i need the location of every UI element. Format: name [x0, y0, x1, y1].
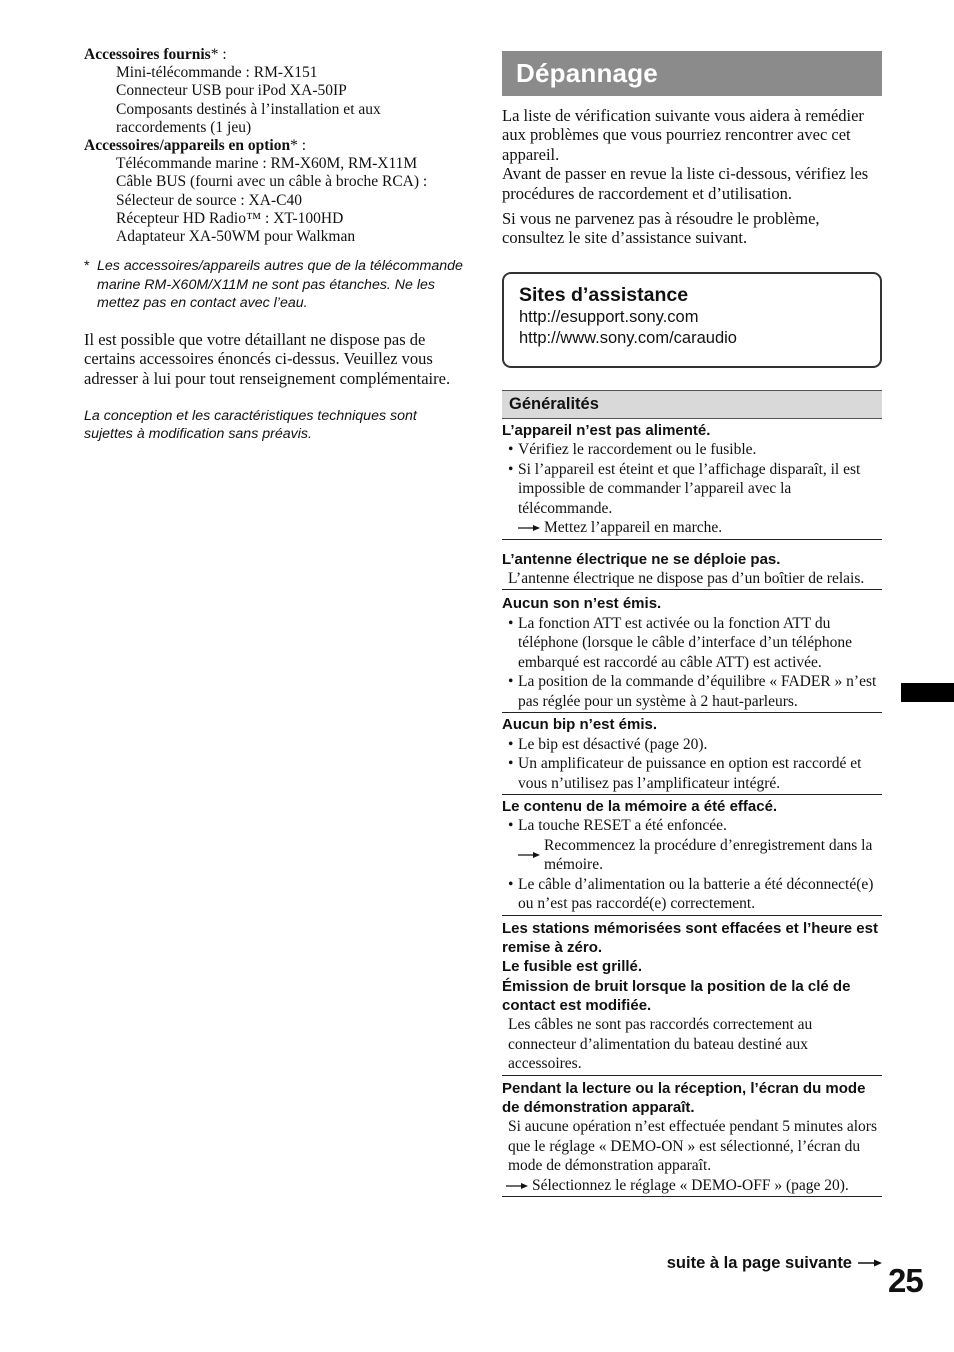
- bullet-dot: •: [508, 735, 514, 753]
- bullet-text: Le bip est désactivé (page 20).: [518, 735, 708, 753]
- continued-indicator: [667, 1254, 882, 1273]
- intro-sentence: La liste de vérification suivante vous aidera à remédier aux problèmes que vous pourriez rencontrer avec cet appareil.: [502, 106, 864, 164]
- problem-title: Les stations mémorisées sont effacées et l’heure est remise à zéro.: [502, 919, 878, 957]
- problem-body: [502, 816, 882, 914]
- support-sites-title: Sites d’assistance: [519, 283, 689, 306]
- problem-demo-mode: [502, 1076, 882, 1198]
- section-heading-general: Généralités: [502, 390, 882, 419]
- supplied-item: Connecteur USB pour iPod XA-50IP: [116, 82, 347, 100]
- bullet-text: La touche RESET a été enfoncée.: [518, 817, 727, 835]
- supplied-item: raccordements (1 jeu): [116, 118, 252, 136]
- list-item: [502, 754, 882, 793]
- optional-accessories-heading: [84, 137, 464, 155]
- remedy-text: Mettez l’appareil en marche.: [544, 519, 723, 537]
- supplied-item: Mini-télécommande : RM-X151: [116, 64, 318, 82]
- bullet-text: Vérifiez le raccordement ou le fusible.: [518, 441, 757, 459]
- section-title-bar: [502, 51, 882, 96]
- remedy-text: Sélectionnez le réglage « DEMO-OFF » (page 20).: [532, 1176, 849, 1194]
- problem-text: Si aucune opération n’est effectuée pendant 5 minutes alors que le réglage « DEMO-ON » est sélectionné, l’écran du mode de démonstration apparaît.: [508, 1118, 878, 1175]
- problem-memory-erased: [502, 795, 882, 916]
- intro-paragraph: Si vous ne parvenez pas à résoudre le problème, consultez le site d’assistance suivant.: [502, 209, 820, 248]
- footnote-text: Les accessoires/appareils autres que de la télécommande marine RM-X60M/X11M ne sont pas étanches. Ne les mettez pas en contact avec l’eau.: [97, 258, 463, 312]
- bullet-text: La fonction ATT est activée ou la fonction ATT du téléphone (lorsque le câble d’interface d’un téléphone embarqué est raccordé au câble ATT) est activée.: [518, 614, 852, 671]
- intro-text: [502, 106, 882, 248]
- problem-no-sound: [502, 590, 882, 713]
- problem-no-power: [502, 419, 882, 540]
- bullet-dot: •: [508, 673, 514, 691]
- problem-body: [502, 1117, 882, 1195]
- supplied-item: Composants destinés à l’installation et aux: [116, 100, 381, 118]
- supplied-heading-mark: * :: [210, 46, 227, 63]
- problem-title: L’antenne électrique ne se déploie pas.: [502, 550, 781, 568]
- page-title: Dépannage: [516, 58, 658, 88]
- retailer-note: Il est possible que votre détaillant ne dispose pas de certains accessoires énoncés ci-dessus. Veuillez vous adresser à lui pour tout renseignement complémentaire.: [84, 329, 451, 388]
- bullet-text: Si l’appareil est éteint et que l’affichage disparaît, il est impossible de commander l’appareil avec la télécommande.: [518, 460, 861, 517]
- supplied-accessories-heading: [84, 46, 464, 64]
- arrow-right-icon: [518, 836, 544, 875]
- bullet-dot: •: [508, 755, 514, 773]
- problem-title: L’appareil n’est pas alimenté.: [502, 421, 711, 439]
- footnote: [84, 257, 464, 313]
- bullet-text: Un amplificateur de puissance en option est raccordé et vous n’utilisez pas l’amplificateur intégré.: [518, 755, 862, 792]
- problem-title: Le contenu de la mémoire a été effacé.: [502, 798, 778, 816]
- bullet-text: La position de la commande d’équilibre « FADER » n’est pas réglée pour un système à 2 haut-parleurs.: [518, 673, 877, 710]
- problem-body: [502, 735, 882, 794]
- list-item: [502, 440, 882, 460]
- page-number: 25: [888, 1262, 923, 1299]
- bullet-dot: •: [508, 614, 514, 632]
- optional-item: Sélecteur de source : XA-C40: [116, 191, 302, 209]
- intro-paragraph: [502, 106, 882, 203]
- support-url-caraudio[interactable]: http://www.sony.com/caraudio: [519, 329, 737, 348]
- problem-body: L’antenne électrique ne dispose pas d’un boîtier de relais.: [508, 569, 865, 587]
- list-item: [502, 875, 882, 914]
- arrow-right-icon: [858, 1254, 882, 1273]
- support-sites-box: [502, 272, 882, 368]
- remedy-line: [502, 836, 882, 875]
- optional-item: Adaptateur XA-50WM pour Walkman: [116, 228, 356, 246]
- list-item: [502, 735, 882, 755]
- optional-item: Câble BUS (fourni avec un câble à broche RCA) :: [116, 173, 428, 191]
- optional-heading-mark: * :: [290, 137, 307, 155]
- design-note: La conception et les caractéristiques techniques sont sujettes à modification sans préavis.: [84, 407, 417, 443]
- bullet-dot: •: [508, 460, 514, 478]
- problem-body: Les câbles ne sont pas raccordés correctement au connecteur d’alimentation du bateau destiné aux accessoires.: [508, 1016, 813, 1073]
- problem-body: [502, 440, 882, 538]
- remedy-text: Recommencez la procédure d’enregistrement dans la mémoire.: [544, 836, 873, 874]
- remedy-line: [502, 1176, 882, 1196]
- accessories-column: [84, 46, 464, 444]
- support-url-esupport[interactable]: http://esupport.sony.com: [519, 307, 699, 326]
- supplied-heading-text: Accessoires fournis: [84, 46, 211, 63]
- arrow-right-icon: [506, 1176, 532, 1196]
- problem-title: Aucun son n’est émis.: [502, 595, 662, 613]
- optional-heading-text: Accessoires/appareils en option: [84, 137, 291, 155]
- problem-presets-erased: [502, 916, 882, 1076]
- problem-title: Aucun bip n’est émis.: [502, 716, 658, 734]
- problem-antenna: [502, 540, 882, 591]
- bullet-dot: •: [508, 817, 514, 835]
- problem-body: [502, 614, 882, 712]
- list-item: [502, 816, 882, 836]
- list-item: [502, 460, 882, 519]
- problem-no-beep: [502, 713, 882, 795]
- optional-item: Télécommande marine : RM-X60M, RM-X11M: [116, 155, 418, 173]
- arrow-right-icon: [518, 518, 544, 538]
- remedy-line: [502, 518, 882, 538]
- intro-sentence: Avant de passer en revue la liste ci-dessous, vérifiez les procédures de raccordement et d’utilisation.: [502, 164, 869, 203]
- bullet-dot: •: [508, 875, 514, 893]
- troubleshooting-column: [502, 51, 882, 1197]
- problem-title: Le fusible est grillé.: [502, 958, 643, 976]
- problem-title: Émission de bruit lorsque la position de la clé de contact est modifiée.: [502, 977, 851, 1015]
- bullet-dot: •: [508, 441, 514, 459]
- continued-text: suite à la page suivante: [666, 1254, 852, 1272]
- bullet-text: Le câble d’alimentation ou la batterie a été déconnecté(e) ou n’est pas raccordé(e) correctement.: [518, 875, 874, 913]
- list-item: [502, 672, 882, 711]
- chapter-tab-marker: [901, 683, 954, 702]
- optional-item: Récepteur HD Radio™ : XT-100HD: [116, 209, 344, 227]
- problem-title: Pendant la lecture ou la réception, l’écran du mode de démonstration apparaît.: [502, 1079, 866, 1117]
- list-item: [502, 614, 882, 673]
- footnote-mark: *: [84, 258, 90, 275]
